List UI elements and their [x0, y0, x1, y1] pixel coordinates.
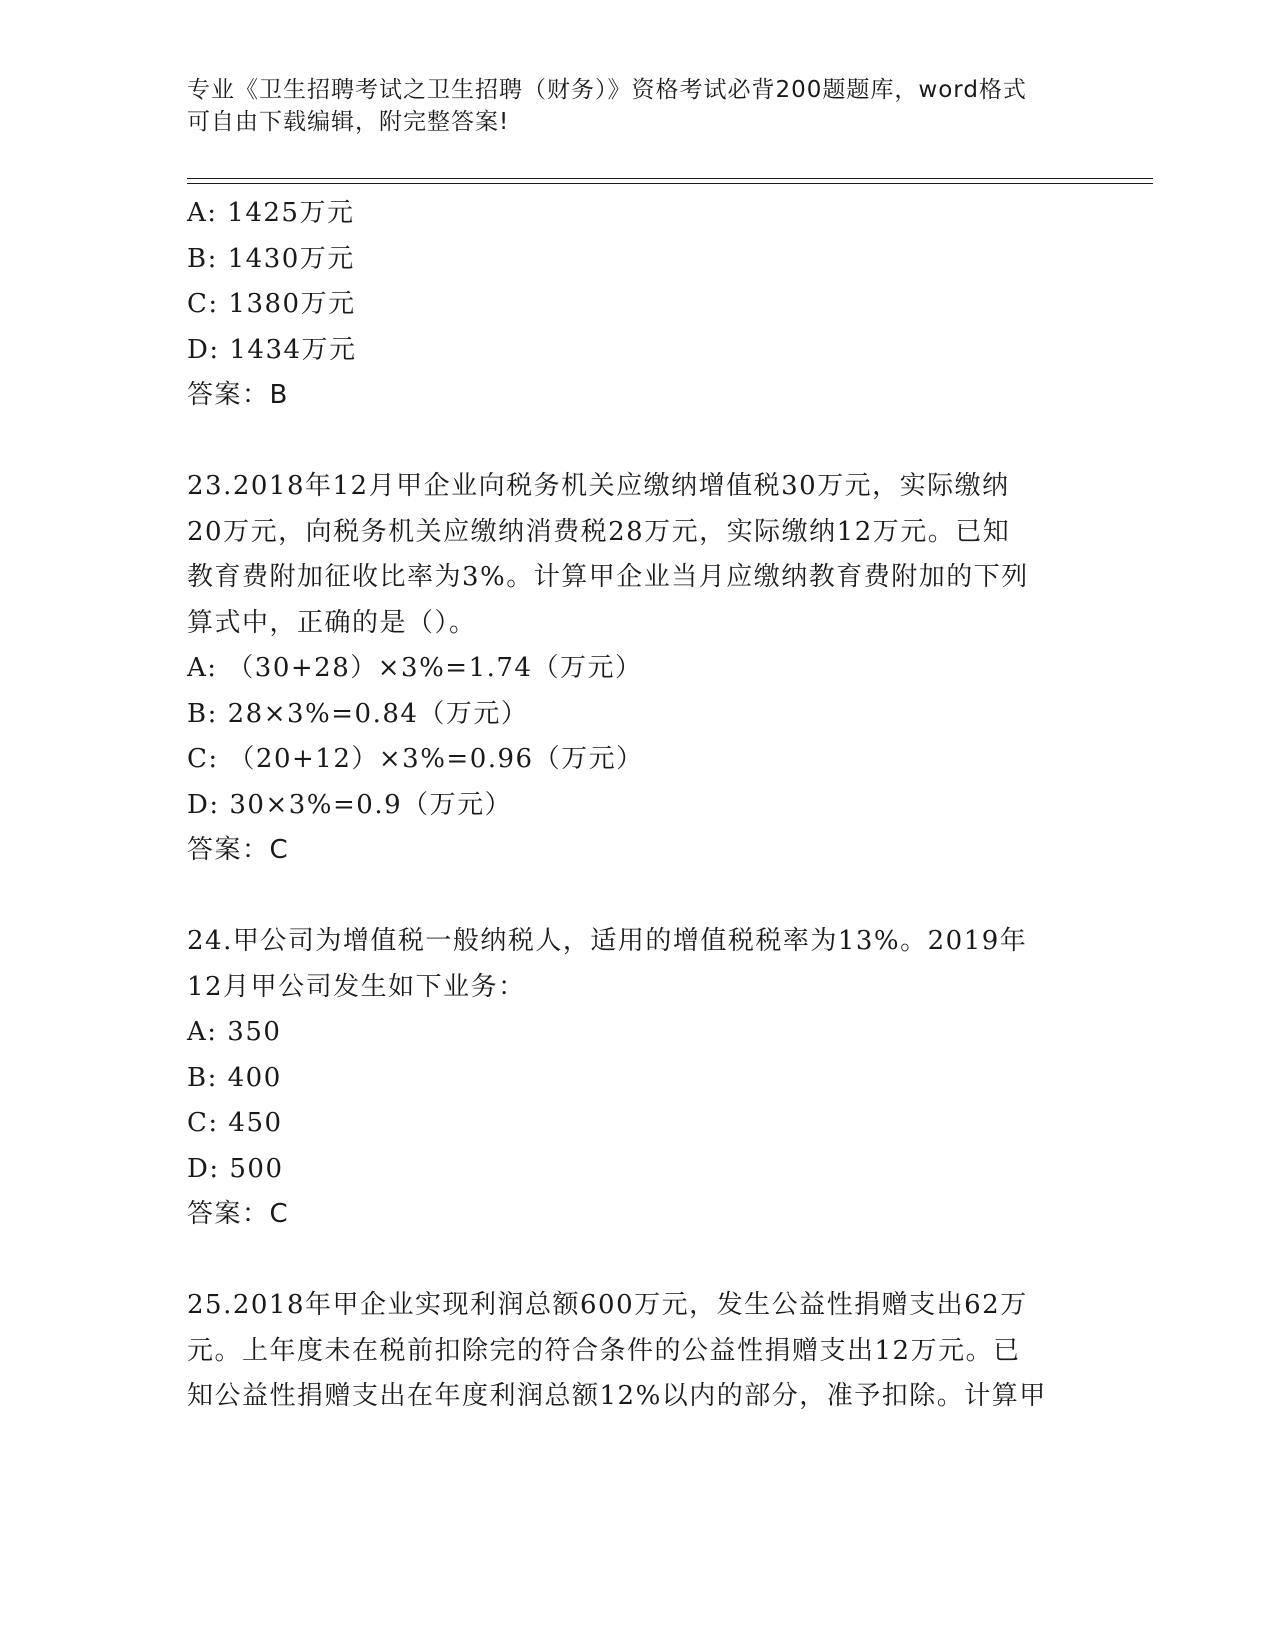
header-rule-bottom [187, 183, 1153, 184]
answer: 答案：C [187, 835, 290, 865]
option-b: B: 400 [187, 1062, 282, 1093]
question-24 [187, 919, 1067, 1238]
header-rule-top [187, 178, 1153, 179]
question-22 [187, 191, 1067, 419]
header-line-1: 专业《卫生招聘考试之卫生招聘（财务）》资格考试必背200题题库，word格式 [187, 77, 1027, 103]
spacer [187, 419, 1067, 465]
question-stem-line: 24.甲公司为增值税一般纳税人，适用的增值税税率为13%。2019年 [187, 926, 1028, 956]
option-b: B: 1430万元 [187, 243, 355, 274]
question-stem-line: 元。上年度未在税前扣除完的符合条件的公益性捐赠支出12万元。已 [187, 1335, 1021, 1366]
spacer [187, 874, 1067, 920]
question-content [187, 191, 1067, 1420]
question-stem-line: 12月甲公司发生如下业务： [187, 971, 526, 1002]
question-stem-line: 教育费附加征收比率为3%。计算甲企业当月应缴纳教育费附加的下列 [187, 562, 1029, 592]
option-d: D: 30×3%=0.9（万元） [187, 789, 513, 820]
answer: 答案：B [187, 380, 289, 410]
option-c: C: 1380万元 [187, 289, 356, 319]
answer: 答案：C [187, 1199, 290, 1229]
option-c: C: （20+12）×3%=0.96（万元） [187, 744, 644, 774]
document-header [187, 74, 1067, 138]
option-a: A: （30+28）×3%=1.74（万元） [187, 653, 643, 683]
question-stem-line: 20万元，向税务机关应缴纳消费税28万元，实际缴纳12万元。已知 [187, 516, 1011, 547]
option-d: D: 1434万元 [187, 334, 357, 365]
option-c: C: 450 [187, 1108, 283, 1138]
option-b: B: 28×3%=0.84（万元） [187, 698, 529, 729]
question-23 [187, 464, 1067, 874]
header-line-2: 可自由下载编辑，附完整答案! [187, 109, 510, 135]
question-stem-line: 25.2018年甲企业实现利润总额600万元，发生公益性捐赠支出62万 [187, 1290, 1028, 1320]
question-stem-line: 23.2018年12月甲企业向税务机关应缴纳增值税30万元，实际缴纳 [187, 471, 1010, 501]
question-stem-line: 算式中，正确的是（）。 [187, 607, 477, 638]
spacer [187, 1238, 1067, 1284]
option-d: D: 500 [187, 1153, 284, 1184]
question-stem-line: 知公益性捐赠支出在年度利润总额12%以内的部分，准予扣除。计算甲 [187, 1381, 1047, 1411]
option-a: A: 350 [187, 1017, 282, 1047]
question-25 [187, 1283, 1067, 1420]
option-a: A: 1425万元 [187, 198, 355, 228]
